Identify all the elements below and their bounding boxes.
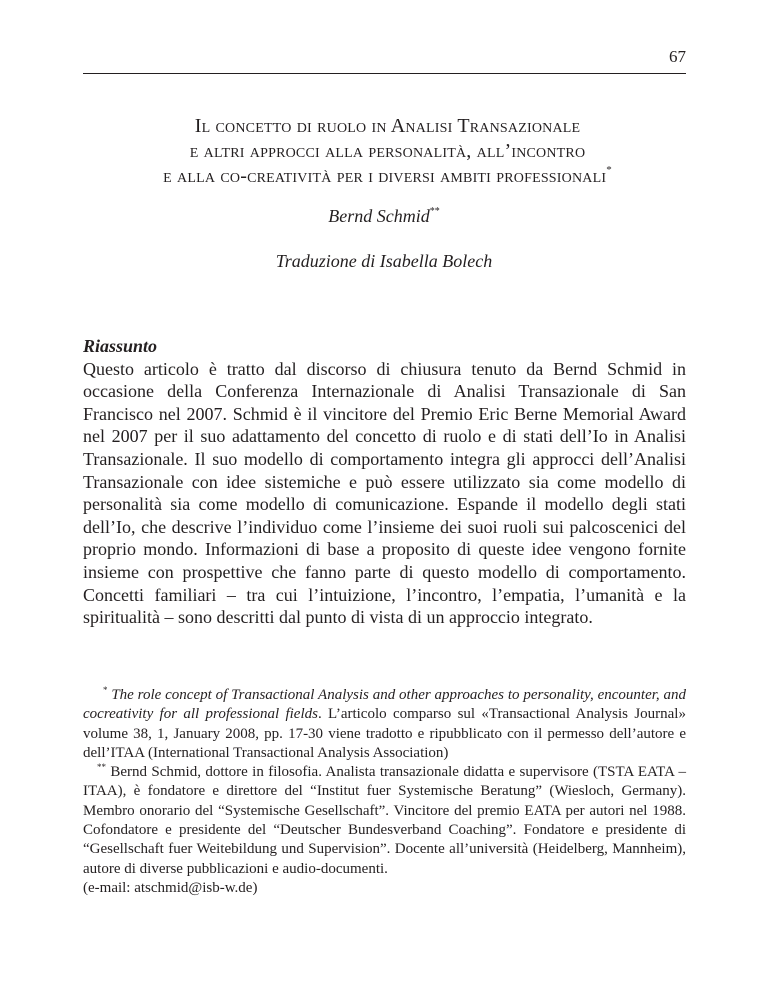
footnote-2 xyxy=(83,763,686,879)
author-name: Bernd Schmid xyxy=(328,206,430,226)
title-line-3-text: e alla co-creatività per i diversi ambiti professionali xyxy=(163,165,607,187)
author-line xyxy=(0,206,768,227)
title-line-1: Il concetto di ruolo in Analisi Transazionale xyxy=(194,115,581,137)
footnote-2-email: (e-mail: atschmid@isb-w.de) xyxy=(83,879,258,896)
footnote-1 xyxy=(83,686,686,763)
abstract-heading: Riassunto xyxy=(83,336,158,356)
title-line-3 xyxy=(60,164,715,189)
translator-line: Traduzione di Isabella Bolech xyxy=(275,251,493,271)
footnote-1-mark: * xyxy=(103,685,108,695)
footnote-1-text: . L’articolo comparso sul «Transactional Analysis Journal» volume 38, 1, January 2008, pp. 17-30 viene tradotto e ripubblicato con il permesso dell’autore e dell’ITAA (International Transactional Analysis Association) xyxy=(83,706,686,761)
author-footnote-mark: ** xyxy=(429,206,440,217)
abstract-body: Questo articolo è tratto dal discorso di chiusura tenuto da Bernd Schmid in occasione della Conferenza Internazionale di Analisi Transazionale di San Francisco nel 2007. Schmid è il vincitore del Premio Eric Berne Memorial Award nel 2007 per il suo adattamento del concetto di ruolo e di stati dell’Io in Analisi Transazionale. Il suo modello di comportamento integra gli approcci dell’Analisi Transazionale con idee sistemiche e può essere utilizzato sia come modello di personalità sia come modello di comunicazione. Espande il modello degli stati dell’Io, che descrive l’individuo come l’insieme dei suoi ruoli sui palcoscenici del proprio mondo. Informazioni di base a proposito di queste idee vengono fornite insieme con prospettive che fanno parte di questo modello di comportamento. Concetti familiari – tra cui l’intuizione, l’incontro, l’empatia, l’umanità e la spiritualità – sono descritti dal punto di vista di un approccio integrato. xyxy=(83,358,686,628)
title-line-2: e altri approcci alla personalità, all’incontro xyxy=(189,140,586,162)
article-title xyxy=(60,114,715,189)
footnote-1-original-title: The role concept of Transactional Analysis and other approaches to personality, encounter, and cocreativity for all professional fields xyxy=(83,687,686,723)
footnote-2-mark: ** xyxy=(97,762,106,773)
title-footnote-mark: * xyxy=(606,164,612,176)
header-rule xyxy=(83,73,686,74)
footnotes-section xyxy=(83,686,686,898)
footnote-2-text: Bernd Schmid, dottore in filosofia. Analista transazionale didatta e supervisore (TSTA EATA – ITAA), è fondatore e direttore del “Institut fuer Systemische Beratung” (Wiesloch, Germany). Membro onorario del “Systemische Gesellschaft”. Vincitore del premio EATA per autori nel 1988. Cofondatore e presidente del “Deutscher Bundesverband Coaching”. Fondatore e presidente di “Gesellschaft fuer Weitebildung und Supervision”. Docente all’università (Heidelberg, Mannheim), autore di diverse pubblicazioni e audio-documenti. xyxy=(83,764,687,877)
page-number: 67 xyxy=(669,47,686,66)
abstract-section xyxy=(83,335,686,629)
